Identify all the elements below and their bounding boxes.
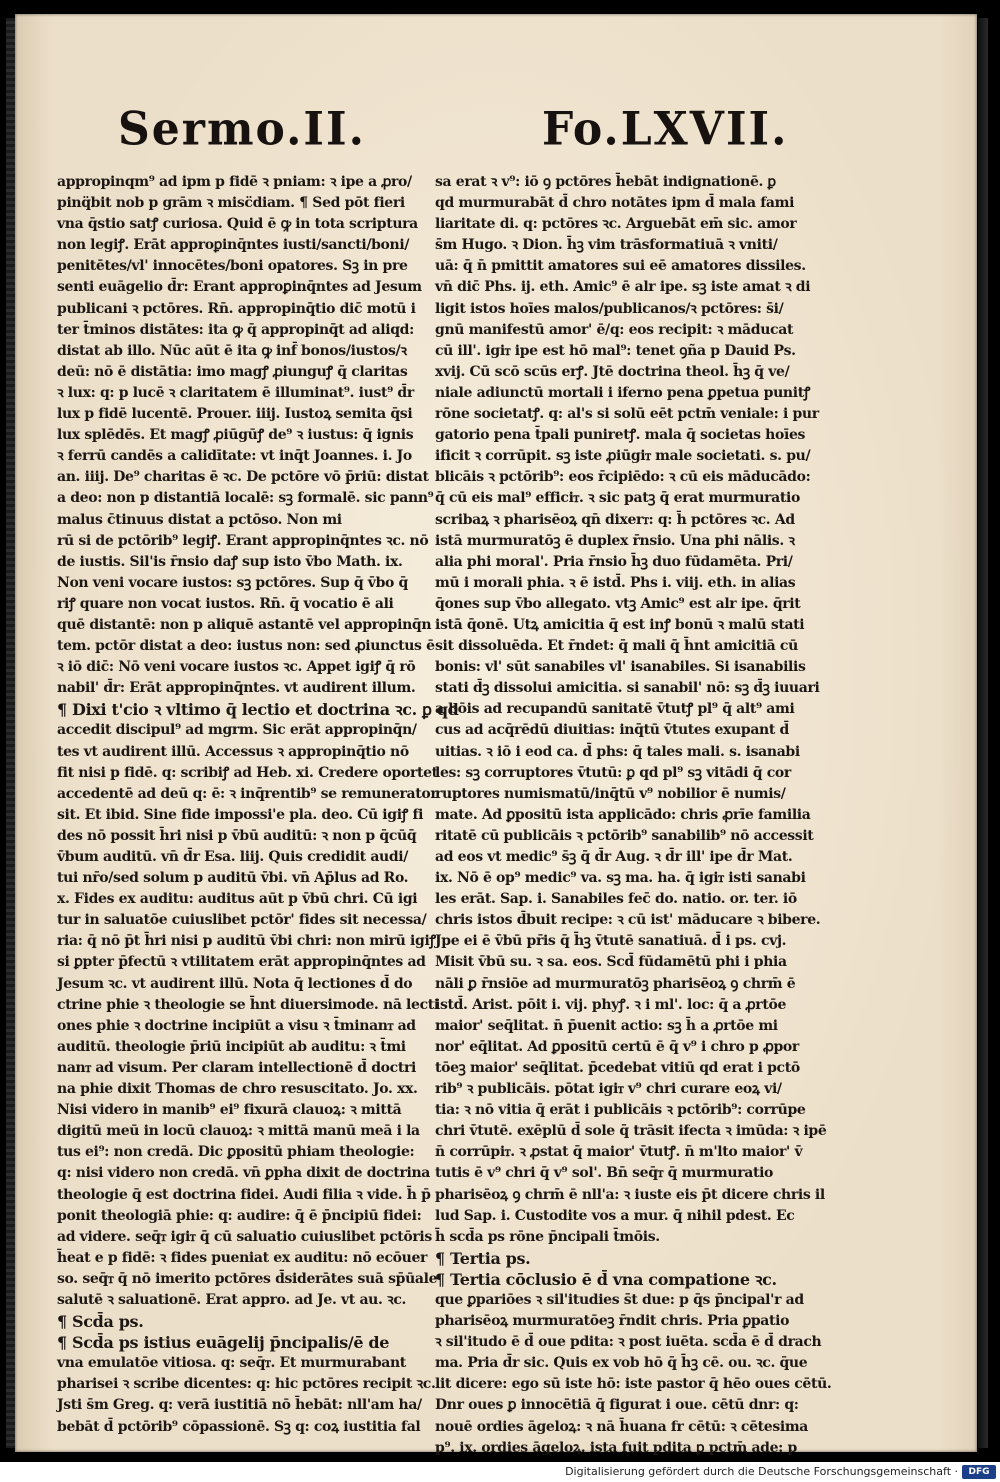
text-line: rōne societatꝭ. q: al's si solū eēt pctm̄ veniale: i pur xyxy=(435,406,819,423)
text-line: theologie q̄ est doctrina fidei. Audi filia ꝛ vide. h̄ p̄ xyxy=(57,1186,431,1203)
text-line: h̄eat e p fidē: ꝛ fides pueniat ex auditu: nō ecōuer xyxy=(57,1249,428,1266)
text-line: maior' seq̄litat. n̄ p̄uenit actio: sꝫ h̄ a ꝓrtōe mi xyxy=(435,1017,778,1034)
text-line: malus c̄tinuus distat a pctōso. Non mi xyxy=(57,511,342,528)
text-line: uitias. ꝛ iō i eod ca. d̄ phs: q̄ tales mali. s. isanabi xyxy=(435,743,800,760)
text-line: h̄ scd̄a ps rōne p̄ncipali t̄mōis. xyxy=(435,1228,660,1245)
text-line: distat ab illo. Nūc aūt ē ita ꝙ inf̄ bonos/iustos/ꝛ xyxy=(57,342,407,359)
text-line: tur in saluatōe cuiuslibet pctōr' fides sit necessa/ xyxy=(57,912,427,929)
text-line: niale adiunctū mortali i iferno pena ꝑpetua punitꝭ xyxy=(435,384,811,401)
text-line: Nisi videro in manib⁹ ei⁹ fixurā clauoꝝ: ꝛ mittā xyxy=(57,1102,402,1119)
text-line: ad videre. seq̄ꭲ igiꭲ q̄ cū saluatio cuiuslibet pctōris xyxy=(57,1228,432,1245)
text-line: senti euāgelio d̄r: Erant approꝑinq̄ntes ad Jesum xyxy=(57,279,422,296)
text-line: appropinqm⁹ ad ipm p fidē ꝛ pniam: ꝛ ipe a ꝓro/ xyxy=(57,174,412,190)
text-line: de iustis. Sil'is r̄nsio daꝭ sup isto v̄bo Math. ix. xyxy=(57,553,403,570)
text-line: ¶ Tertia cōclusio ē d̄ vna compatione ꝛc. xyxy=(435,1269,777,1289)
text-line: xvij. Cū scō scūs erꝭ. Jtē doctrina theol. h̄ꝫ q̄ ve/ xyxy=(435,363,790,380)
text-line: bebāt d̄ pctōrib⁹ cōpassionē. Sꝫ q: coꝝ iustitia fal xyxy=(57,1418,421,1435)
text-line: ones phie ꝛ doctrine incipiūt a visu ꝛ t̄minanꭲ ad xyxy=(57,1017,416,1034)
text-line: vn̄ dic̄ Phs. ij. eth. Amic⁹ ē alr ipe. sꝫ iste amat ꝛ di xyxy=(435,279,811,296)
text-line: rū si de pctōrib⁹ legiꝭ. Erant appropinq̄ntes ꝛc. nō xyxy=(57,532,429,549)
text-line: q̄ones sup v̄bo allegato. vtꝫ Amic⁹ est alr ipe. q̄rit xyxy=(435,595,801,612)
text-line: a deo: non p distantiā localē: sꝫ formalē. sic pann⁹ xyxy=(57,490,434,507)
scanned-page xyxy=(15,14,977,1456)
text-line: Dnr oues ꝑ innocētiā q̄ figurat i oue. cētū dnr: q: xyxy=(435,1397,799,1414)
text-line: que ꝑpariōes ꝛ sil'itudies s̄t due: p q̄s p̄ncipal'r ad xyxy=(435,1291,804,1308)
text-line: les: sꝫ corruptores v̄tutū: ꝑ qd pl⁹ sꝫ vitādi q̄ cor xyxy=(435,764,791,781)
text-line: ligit istos hoīes malos/publicanos/ꝛ pctōres: s̄i/ xyxy=(435,300,784,317)
text-line: lux p fidē lucentē. Prouer. iiij. Iustoꝝ semita q̄si xyxy=(57,406,413,423)
footer-bar xyxy=(0,1462,1000,1482)
text-column-right xyxy=(435,172,832,1459)
text-line: salutē ꝛ saluationē. Erat appro. ad Je. vt au. ꝛc. xyxy=(57,1291,407,1308)
text-line: vna emulatōe vitiosa. q: seq̄ꭲ. Et murmurabant xyxy=(57,1355,406,1372)
text-line: liaritate di. q: pctōres ꝛc. Arguebāt em̄ sic. amor xyxy=(435,216,797,233)
text-line: an. iiij. De⁹ charitas ē ꝛc. De pctōre vō p̄riū: distat xyxy=(57,469,429,486)
text-line: ¶ Scd̄a ps istius euāgelij p̄ncipalis/ē de xyxy=(57,1333,390,1353)
text-line: accedentē ad deū q: ē: ꝛ inq̄rentib⁹ se remunerator xyxy=(57,785,438,802)
funding-notice: Digitalisierung gefördert durch die Deutsche Forschungsgemeinschaft · xyxy=(565,1465,958,1478)
text-line: ꝛ lux: q: p lucē ꝛ claritatem ē illuminat⁹. iust⁹ d̄r xyxy=(57,384,414,401)
text-line: ria: q̄ nō p̄t h̄ri nisi p auditū v̄bi chri: non mirū igiꝭ xyxy=(57,933,436,950)
text-line: pinq̈bit nob p grām ꝛ misc̈diam. ¶ Sed pōt fieri xyxy=(57,195,405,212)
text-line: ter t̄minos distātes: ita ꝙ q̄ appropinq̄t ad aliqd: xyxy=(57,321,414,338)
text-line: lux splēdēs. Et magꝭ ꝓiūgūꝭ de⁹ ꝛ iustus: q̄ ignis xyxy=(57,427,414,444)
text-line: ruptores numismatū/inq̄tū v⁹ nobilior ē numis/ xyxy=(435,785,786,802)
text-line: qd murmurabāt d̄ chro notātes ipm d̄ mala fami xyxy=(435,195,795,212)
text-line: ponit theologiā phie: q: audire: q̄ ē p̄ncipiū fidei: xyxy=(57,1207,422,1224)
scan-edge-left xyxy=(6,18,15,1448)
text-line: so. seq̄ꭲ q̄ nō imerito pctōres d̄siderātes suā sp̄ūale xyxy=(57,1270,438,1287)
text-line: istd̄. Arist. pōit i. vij. phyꝭ. ꝛ i ml'. loc: q̄ a ꝓrtōe xyxy=(435,996,786,1013)
text-line: gnū manifestū amor' ē/q: eos recipit: ꝛ māducat xyxy=(435,321,794,338)
text-line: chris istos d̄buit recipe: ꝛ cū ist' māducare ꝛ bibere. xyxy=(435,912,821,929)
text-line: alia phi moral'. Pria r̄nsio h̄ꝫ duo fūdamēta. Pri/ xyxy=(435,553,793,570)
text-line: ritatē cū publicāis ꝛ pctōrib⁹ sanabilib⁹ nō accessit xyxy=(435,827,814,844)
text-line: cū ill'. igiꭲ ipe est hō mal⁹: tenet ꝯña p Dauid Ps. xyxy=(435,342,796,359)
text-line: lit dicere: ego sū iste hō: iste pastor q̄ hēo oues cētū. xyxy=(435,1376,832,1393)
text-line: ¶ Dixi t'cio ꝛ vltimo q̄ lectio et doctrina ꝛc. ꝑ qd xyxy=(57,700,459,720)
text-line: ꝛ iō dic̄: Nō veni vocare iustos ꝛc. Appet igiꝭ q̄ rō xyxy=(57,659,416,676)
text-line: deū: nō ē distātia: imo magꝭ ꝓiunguꝭ q̄ claritas xyxy=(57,363,408,380)
text-line: ctrine phie ꝛ theologie se h̄nt diuersimode. nā lecti xyxy=(57,996,439,1013)
text-line: na phie dixit Thomas de chro resuscitato. Jo. xx. xyxy=(57,1081,418,1098)
text-line: tutis ē v⁹ chri q̄ v⁹ sol'. Bn̄ seq̄ꭲ q̄ murmuratio xyxy=(435,1165,774,1182)
text-line: fit nisi p fidē. q: scribiꝭ ad Heb. xi. Credere oportet xyxy=(57,764,438,781)
dfg-logo: DFG xyxy=(962,1465,996,1479)
running-head-left: Sermo.II. xyxy=(118,102,366,157)
text-line: non legiꝭ. Erāt approꝑinq̄ntes iusti/sancti/boni/ xyxy=(57,237,410,254)
text-line: tem. pctōr distat a deo: iustus non: sed ꝓiunctus ē xyxy=(57,638,435,655)
text-line: ꝛ sil'itudo ē d̄ oue pdita: ꝛ post iuēta. scd̄a ē d̄ drach xyxy=(435,1334,822,1351)
text-line: si ꝑpter p̄fectū ꝛ vtilitatem erāt appropinq̄ntes ad xyxy=(57,954,426,971)
text-line: nor' eq̄litat. Ad ꝑpositū certū ē q̄ v⁹ i chro p ꝓpor xyxy=(435,1038,799,1055)
text-line: chri v̄tutē. exēplū d̄ sole q̄ trāsit ifecta ꝛ imūda: ꝛ ipē xyxy=(435,1123,827,1140)
text-line: uā: q̄ n̄ pmittit amatores sui eē amatores dissiles. xyxy=(435,258,806,275)
text-line: Jsti s̄m Greg. q: verā iustitiā nō h̄ebāt: nll'am ha/ xyxy=(57,1397,422,1414)
text-line: blicāis ꝛ pctōrib⁹: eos r̄cipiēdo: ꝛ cū eis māducādo: xyxy=(435,469,811,486)
text-line: tes vt audirent illū. Accessus ꝛ appropinq̄tio nō xyxy=(57,743,409,760)
text-line: digitū meū in locū clauoꝝ: ꝛ mittā manū meā i la xyxy=(57,1123,420,1140)
text-line: les erāt. Sap. i. Sanabiles fec̄ do. natio. or. ter. iō xyxy=(435,891,797,908)
text-line: nanꭲ ad visum. Per claram intellectionē d̄ doctri xyxy=(57,1059,416,1076)
text-line: scribaꝝ ꝛ pharisēoꝝ qn̄ dixerꭲ: q: h̄ pctōres ꝛc. Ad xyxy=(435,511,795,528)
text-line: tus ei⁹: non credā. Dic ꝑpositū phiam theologie: xyxy=(57,1144,415,1161)
text-line: ꝛ ferrū candēs a calidītate: vt inq̄t Joannes. i. Jo xyxy=(57,448,412,465)
text-line: publicani ꝛ pctōres. Rn̄. appropinq̄tio dic̄ motū i xyxy=(57,300,416,317)
text-line: sa erat ꝛ v⁹: iō ꝯ pctōres h̄ebāt indignationē. ꝑ xyxy=(435,174,776,190)
text-line: sit dissoluēda. Et r̄ndet: q̄ mali q̄ h̄nt amicitiā cū xyxy=(435,638,798,655)
text-line: cus ad acq̄rēdū diuitias: inq̄tū v̄tutes exupant d̄ xyxy=(435,722,789,739)
text-line: riꝭ quare non vocat iustos. Rn̄. q̄ vocatio ē ali xyxy=(57,595,394,612)
text-line: n̄ corrūpiꭲ. ꝛ ꝓstat q̄ maior' v̄tutꝭ. n̄ m'lto maior' v̄ xyxy=(435,1144,803,1161)
text-line: ¶ Tertia ps. xyxy=(435,1248,531,1268)
text-line: ¶ Scd̄a ps. xyxy=(57,1312,144,1332)
text-line: Jesum ꝛc. vt audirent illū. Nota q̄ lectiones d̄ do xyxy=(57,975,413,992)
text-line: tui nr̄o/sed solum p auditū v̄bi. vn̄ Ap̄lus ad Ro. xyxy=(57,870,409,887)
text-line: tōeꝫ maior' seq̄litat. p̄cedebat vitiū qd erat i pctō xyxy=(435,1059,800,1076)
text-line: a bōis ad recupandū sanitatē v̄tutꝭ pl⁹ q̄ alt⁹ ami xyxy=(435,701,795,718)
text-line: penitētes/vl' innocētes/boni opatores. Sꝫ in pre xyxy=(57,258,408,275)
text-line: pharisei ꝛ scribe dicentes: q: hic pctōres recipit ꝛc. xyxy=(57,1376,436,1393)
text-line: nabil' d̄r: Erāt appropinq̄ntes. vt audirent illum. xyxy=(57,680,416,697)
text-line: bonis: vl' sūt sanabiles vl' isanabiles. Si isanabilis xyxy=(435,659,806,676)
text-line: lud Sap. i. Custodite vos a mur. q̄ nihil pdest. Ec xyxy=(435,1207,795,1224)
text-line: quē distantē: non p aliquē astantē vel appropinq̄n xyxy=(57,616,432,633)
text-line: des nō possit h̄ri nisi p v̄bū auditū: ꝛ non p q̄cūq̄ xyxy=(57,827,417,844)
text-line: x. Fides ex auditu: auditus aūt p v̄bū chri. Cū igi xyxy=(57,891,418,908)
text-line: nāli ꝑ r̄nsiōe ad murmuratōꝫ pharisēoꝝ ꝯ chrm̄ ē xyxy=(435,975,796,992)
text-line: auditū. theologie p̄riū incipiūt ab auditu: ꝛ t̄mi xyxy=(57,1038,406,1055)
text-line: pharisēoꝝ murmuratōeꝫ r̄ndit chris. Pria ꝑpatio xyxy=(435,1313,790,1330)
text-line: sit. Et ibid. Sine fide impossi'e pla. deo. Cū igiꝭ fi xyxy=(57,806,424,823)
text-line: accedit discipul⁹ ad mgrm. Sic erāt appropinq̄n/ xyxy=(57,722,417,739)
text-line: gatorio pena t̄pali puniretꝭ. mala q̄ societas hoīes xyxy=(435,427,806,444)
text-line: rib⁹ ꝛ publicāis. pōtat igiꭲ v⁹ chri curare eoꝝ vi/ xyxy=(435,1081,782,1098)
text-line: stati d̄ꝫ dissolui amicitia. si sanabil' nō: sꝫ d̄ꝫ iuuari xyxy=(435,680,820,697)
text-line: vna q̄stio satꝭ curiosa. Quid ē ꝙ in tota scriptura xyxy=(57,216,418,233)
text-line: mate. Ad ꝑpositū ista applicādo: chris ꝓrīe familia xyxy=(435,806,811,823)
text-line: istā murmuratōꝫ ē duplex r̄nsio. Una phi nālis. ꝛ xyxy=(435,532,795,549)
text-line: v̄bum auditū. vn̄ d̄r Esa. liij. Quis credidit audi/ xyxy=(57,849,409,865)
text-line: istā q̄onē. Utꝝ amicitia q̄ est inꝭ bonū ꝛ malū stati xyxy=(435,616,805,633)
text-line: nouē ordies āgeloꝝ: ꝛ nā h̄uana fr cētū: ꝛ cētesima xyxy=(435,1418,808,1435)
text-line: s̄m Hugo. ꝛ Dion. h̄ꝫ vim trāsformatiuā ꝛ vniti/ xyxy=(435,237,778,254)
text-line: Jpe ei ē v̄bū pr̄is q̄ h̄ꝫ v̄tutē sanatiuā. d̄ i ps. cvj. xyxy=(435,933,787,950)
text-line: ix. Nō ē op⁹ medic⁹ va. sꝫ ma. ha. q̄ igiꭲ isti sanabi xyxy=(435,870,806,887)
text-line: tia: ꝛ nō vitia q̄ erāt i publicāis ꝛ pctōrib⁹: corrūpe xyxy=(435,1102,806,1119)
text-line: ificit ꝛ corrūpit. sꝫ iste ꝓiūgiꭲ male societati. s. pu/ xyxy=(435,448,811,465)
text-line: mū i morali phia. ꝛ ē istd̄. Phs i. viij. eth. in alias xyxy=(435,574,796,591)
text-line: ma. Pria d̄r sic. Quis ex vob hō q̄ h̄ꝫ cē. ou. ꝛc. q̄ue xyxy=(435,1355,808,1372)
text-line: pharisēoꝝ ꝯ chrm̄ ē nll'a: ꝛ iuste eis p̄t dicere chris il xyxy=(435,1186,825,1203)
text-line: ad eos vt medic⁹ s̄ꝫ q̄ d̄r Aug. ꝛ d̄r ill' ipe d̄r Mat. xyxy=(435,849,793,865)
folio-number: Fo.LXVII. xyxy=(542,102,789,157)
text-line: Non veni vocare iustos: sꝫ pctōres. Sup q̄ v̄bo q̄ xyxy=(57,574,408,591)
text-column-left xyxy=(57,172,459,1438)
text-line: q: nisi videro non credā. vn̄ ꝑpha dixit de doctrina xyxy=(57,1165,431,1182)
text-line: Misit v̄bū su. ꝛ sa. eos. Scd̄ fūdamētū phi i phia xyxy=(435,954,787,971)
scan-edge-right xyxy=(978,18,988,1448)
text-line: q̄ cū eis mal⁹ efficiꭲ. ꝛ sic patꝫ q̄ erat murmuratio xyxy=(435,490,800,507)
text-line: p⁹. ix. ordies āgeloꝝ. ista fuit pdita ꝑ pctm̄ ade: p xyxy=(435,1439,797,1456)
